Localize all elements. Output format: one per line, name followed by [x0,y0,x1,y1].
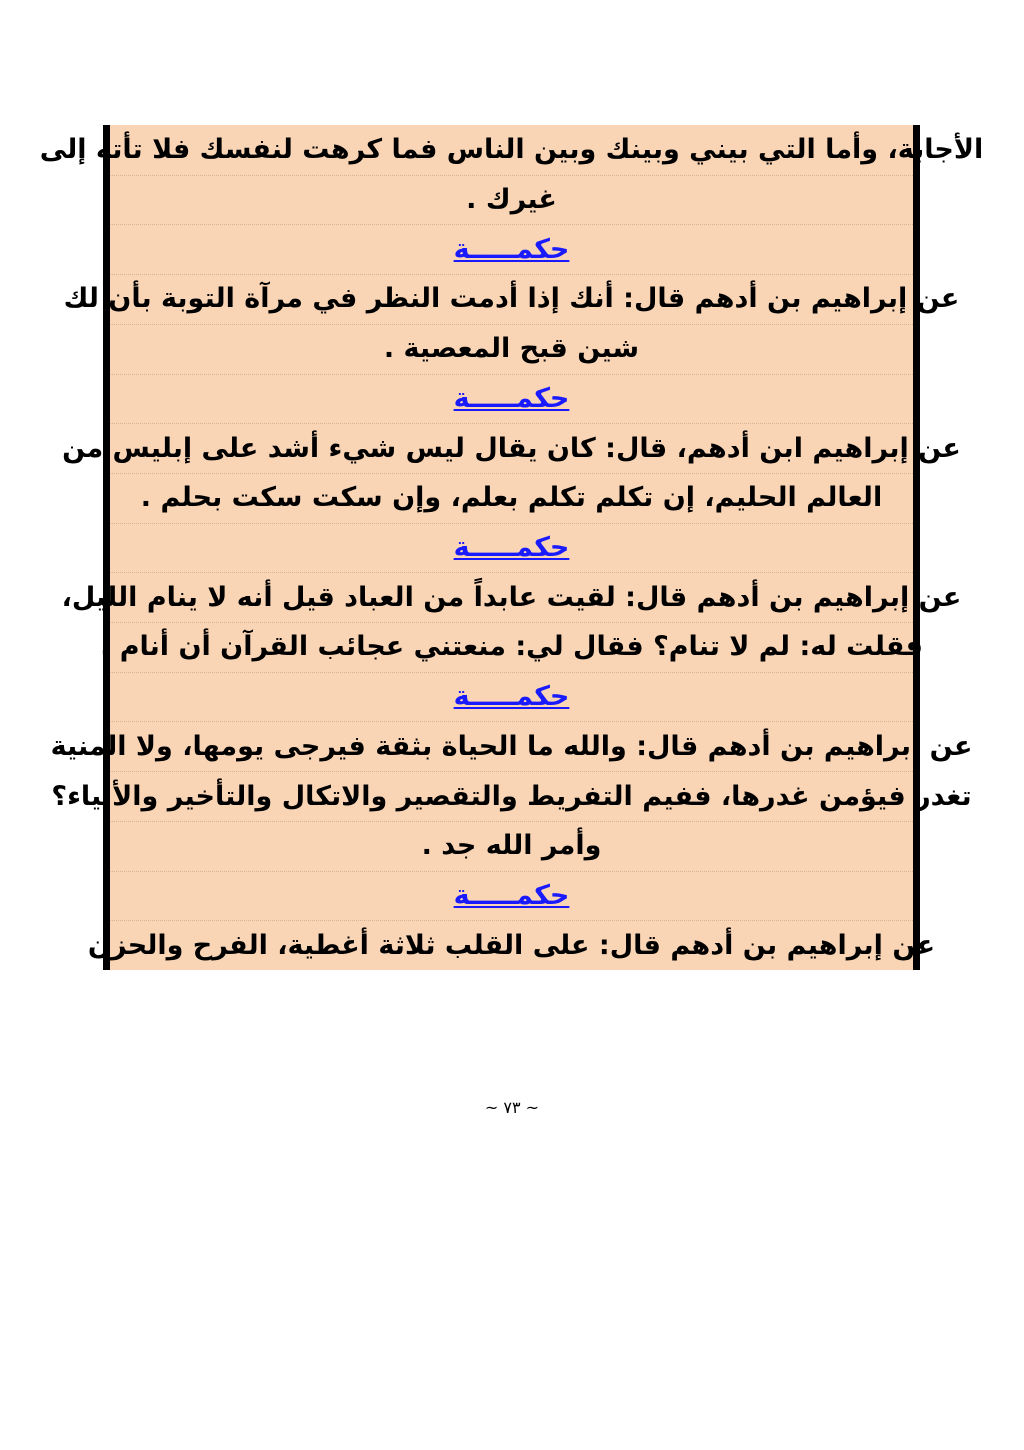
text-line [63,274,960,325]
section-heading-link[interactable] [110,224,913,275]
line-text: عن إبراهيم بن أدهم قال: والله ما الحياة بثقة فيرجى يومها، ولا المنية [50,730,973,762]
text-line [62,423,961,474]
heading-link-text[interactable]: حكمـــــة [453,233,570,265]
heading-link-text[interactable]: حكمـــــة [453,382,570,414]
section-heading-link[interactable] [110,374,913,425]
line-text: العالم الحليم، إن تكلم تكلم بعلم، وإن سكت سكت بحلم . [140,482,883,514]
heading-link-text[interactable]: حكمـــــة [453,681,570,713]
line-text: عن إبراهيم بن أدهم قال: على القلب ثلاثة أغطية، الفرح والحزن [87,929,936,961]
line-text: عن إبراهيم بن أدهم قال: أنك إذا أدمت النظر في مرآة التوبة بأن لك [63,283,960,315]
line-text: وأمر الله جد . [421,830,602,862]
text-line [39,125,984,176]
line-text: عن إبراهيم ابن أدهم، قال: كان يقال ليس شيء أشد على إبليس من [62,432,961,464]
line-text: الأجابة، وأما التي بيني وبينك وبين الناس فما كرهت لنفسك فلا تأته إلى [39,134,984,166]
text-panel [39,125,984,970]
text-line [110,473,913,524]
line-text: شين قبح المعصية . [383,333,640,365]
line-text: فقلت له: لم لا تنام؟ فقال لي: منعتني عجائب القرآن أن أنام . [100,631,923,663]
page-number: ~ ٧٣ ~ [484,1098,540,1117]
section-heading-link[interactable] [110,871,913,922]
section-heading-link[interactable] [110,523,913,574]
text-line [87,920,936,970]
line-text: عن إبراهيم بن أدهم قال: لقيت عابداً من العباد قيل أنه لا ينام الليل، [61,581,962,613]
text-line [50,721,973,772]
text-line [100,622,923,673]
text-line [51,771,972,822]
line-text: تغدر فيؤمن غدرها، ففيم التفريط والتقصير والاتكال والتأخير والأبياء؟ [51,780,972,812]
text-line [61,572,962,623]
heading-link-text[interactable]: حكمـــــة [453,531,570,563]
text-line [110,324,913,375]
text-line [110,821,913,872]
heading-link-text[interactable]: حكمـــــة [453,879,570,911]
text-line [110,175,913,226]
line-text: غيرك . [466,184,557,216]
section-heading-link[interactable] [110,672,913,723]
